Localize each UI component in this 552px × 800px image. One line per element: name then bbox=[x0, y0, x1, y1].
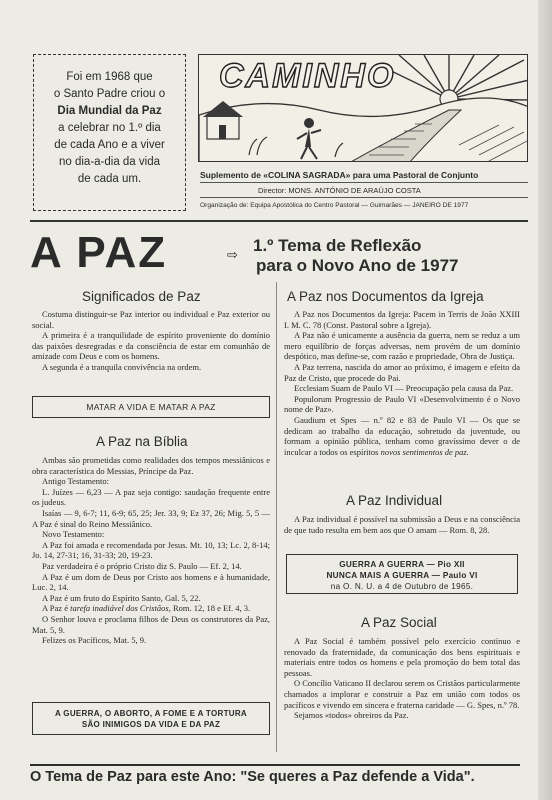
column-divider bbox=[276, 282, 277, 752]
documentos-heading: A Paz nos Documentos da Igreja bbox=[287, 289, 484, 304]
paragraph: A Paz individual é possível na submissão a Deus e na consciência de que tudo resulta em bem aos que O amam — Rom. 8, 28. bbox=[284, 514, 520, 535]
callout-line-1: A GUERRA, O ABORTO, A FOME E A TORTURA bbox=[55, 709, 247, 718]
top-rule bbox=[30, 220, 528, 222]
theme-line-1: 1.º Tema de Reflexão bbox=[253, 236, 422, 255]
theme-heading bbox=[253, 236, 458, 276]
masthead-organization: Organização de: Equipa Apostólica do Centro Pastoral — Guimarães — JANEIRO DE 1977 bbox=[200, 202, 469, 209]
social-text bbox=[284, 636, 520, 721]
masthead-divider bbox=[200, 197, 528, 198]
main-headline: A PAZ bbox=[30, 228, 168, 277]
biblia-text bbox=[32, 455, 270, 646]
paragraph: A Paz terrena, nascida do amor ao próximo, é imagem e efeito da Paz de Cristo, que procede do Pai. bbox=[284, 361, 520, 383]
intro-line-3: Dia Mundial da Paz bbox=[57, 105, 162, 117]
arrow-right-icon: ⇨ bbox=[227, 248, 238, 263]
theme-line-2: para o Novo Ano de 1977 bbox=[256, 256, 459, 275]
intro-line-4: a celebrar no 1.º dia bbox=[58, 122, 161, 134]
callout-box-vida bbox=[32, 396, 270, 418]
documentos-text bbox=[284, 309, 520, 457]
paragraph: A Paz não é unicamente a ausência da guerra, nem se reduz a um mero equilíbrio de forças adversas, nem provém de um domínio despótico, mas define-se, com razão e propriedade, Obra de Justiça. bbox=[284, 330, 520, 362]
paragraph: O Senhor louva e proclama filhos de Deus os construtores da Paz, Mat. 5, 9. bbox=[32, 613, 270, 635]
paragraph: L. Juízes — 6,23 — A paz seja contigo: saudação frequente entre os judeus. bbox=[32, 486, 270, 508]
intro-line-7: de cada um. bbox=[77, 173, 142, 185]
masthead bbox=[198, 54, 528, 162]
intro-line-5: de cada Ano e a viver bbox=[54, 139, 165, 151]
paragraph: A Paz é um fruto do Espírito Santo, Gal. 5, 22. bbox=[42, 592, 201, 603]
paragraph: Costuma distinguir-se Paz interior ou individual e Paz exterior ou social. bbox=[32, 309, 270, 330]
callout-line-2: SÃO INIMIGOS DA VIDA E DA PAZ bbox=[81, 720, 221, 729]
callout-box-guerra bbox=[286, 554, 518, 594]
callout-text: MATAR A VIDA E MATAR A PAZ bbox=[86, 402, 216, 412]
paragraph: A Paz é um dom de Deus por Cristo aos homens e à humanidade, Luc. 2, 14. bbox=[32, 571, 270, 593]
masthead-title: CAMINHO bbox=[219, 57, 396, 95]
significados-text bbox=[32, 309, 270, 373]
intro-line-6: no dia-a-dia da vida bbox=[58, 156, 160, 168]
individual-heading: A Paz Individual bbox=[346, 493, 443, 508]
significados-heading: Significados de Paz bbox=[82, 289, 201, 304]
callout-line-2: NUNCA MAIS A GUERRA — Paulo VI bbox=[326, 571, 478, 580]
paragraph: A primeira é a tranquilidade de espírito proveniente do domínio das paixões desregradas e da consciência de estar em comunhão de amizade com Deus e com os homens. bbox=[32, 330, 270, 362]
paragraph: Felizes os Pacíficos, Mat. 5, 9. bbox=[42, 635, 147, 646]
intro-line-1: Foi em 1968 que bbox=[66, 71, 153, 83]
nt-label: Novo Testamento: bbox=[42, 529, 105, 540]
page-edge-shadow bbox=[538, 0, 552, 800]
paragraph: Gaudium et Spes — n.º 82 e 83 de Paulo VI — Os que se dedicam ao trabalho da educação, sobretudo da juventude, ou formam a opinião pública, tenham como gravíssimo dever o de inculcar a todos os espíritos novos sentimentos de paz. bbox=[284, 414, 520, 457]
callout-line-3: na O. N. U. a 4 de Outubro de 1965. bbox=[330, 582, 474, 591]
paragraph: Ambas são prometidas como realidades dos tempos messiânicos e obra característica do Messias, Príncipe da Paz. bbox=[32, 455, 270, 476]
paragraph: Populorum Progressio de Paulo VI «Desenvolvimento é o Novo nome de Paz». bbox=[284, 393, 520, 415]
intro-line-2: o Santo Padre criou o bbox=[53, 88, 166, 100]
paragraph: Isaías — 9, 6-7; 11, 6-9; 65, 25; Jer. 33, 9; Ez 37, 26; Mig. 5, 5 — A Paz é sinal do Reino Messiânico. bbox=[32, 507, 270, 529]
individual-text bbox=[284, 514, 520, 535]
paragraph: Paz verdadeira é o próprio Cristo diz S. Paulo — Ef. 2, 14. bbox=[42, 560, 242, 571]
paragraph: A segunda é a tranquila convivência na ordem. bbox=[42, 361, 202, 372]
masthead-subtitle: Suplemento de «COLINA SAGRADA» para uma Pastoral de Conjunto bbox=[200, 170, 479, 180]
footer-rule bbox=[30, 764, 520, 766]
intro-box bbox=[33, 54, 186, 211]
paragraph: O Concílio Vaticano II declarou serem os Cristãos particularmente chamados a implorar e construir a Paz em união com todos os pacíficos e vivendo em sincera e fraterna caridade — G. Spes, n.º 78. bbox=[284, 678, 520, 710]
masthead-divider bbox=[200, 182, 528, 183]
paragraph: A Paz Social é também possível pelo exercício contínuo e renovado da fraternidade, da comunicação dos bens espirituais e materiais entre todos os homens e pela promoção do bem total das pessoas. bbox=[284, 636, 520, 678]
paragraph: Sejamos «todos» obreiros da Paz. bbox=[294, 710, 409, 721]
masthead-director: Director: MONS. ANTÓNIO DE ARAÚJO COSTA bbox=[258, 186, 421, 195]
footer-theme: O Tema de Paz para este Ano: "Se queres a Paz defende a Vida". bbox=[30, 769, 475, 785]
paragraph: A Paz é tarefa inadiável dos Cristãos, Rom. 12, 18 e Ef. 4, 3. bbox=[42, 603, 251, 614]
social-heading: A Paz Social bbox=[361, 615, 437, 630]
paragraph: A Paz nos Documentos da Igreja: Pacem in Terris de João XXIII I. M. C. 78 (Const. Pastoral sobre a Igreja). bbox=[284, 309, 520, 330]
callout-line-1: GUERRA A GUERRA — Pio XII bbox=[339, 560, 465, 569]
paragraph: Ecclesiam Suam de Paulo VI — Preocupação pela causa da Paz. bbox=[294, 383, 514, 394]
at-label: Antigo Testamento: bbox=[42, 476, 110, 487]
callout-box-inimigos bbox=[32, 702, 270, 735]
paragraph: A Paz foi amada e recomendada por Jesus. Mt. 10, 13; Lc. 2, 8-14; Jo. 14, 27-31; 16, 31-33; 20, 19-23. bbox=[32, 539, 270, 561]
biblia-heading: A Paz na Bíblia bbox=[96, 434, 188, 449]
